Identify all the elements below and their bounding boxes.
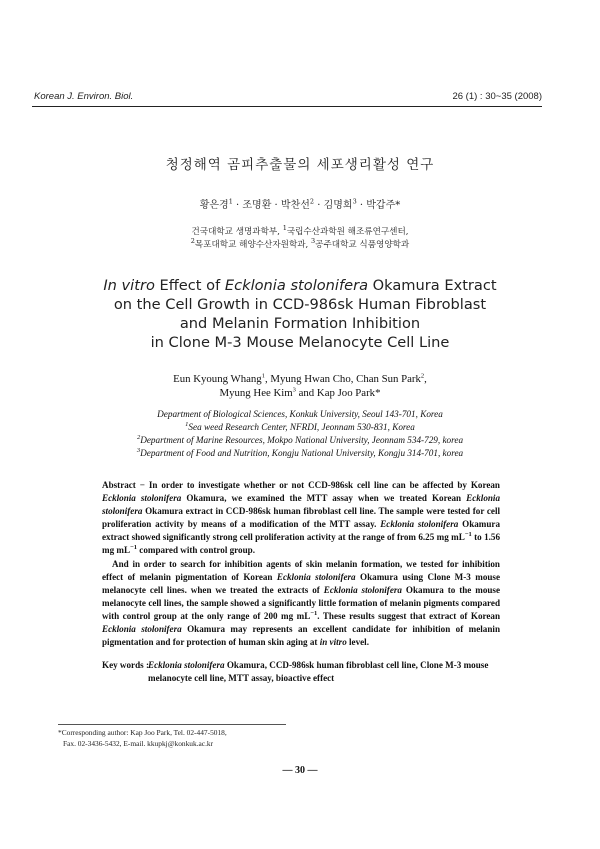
english-title-line-1: In vitro Effect of Ecklonia stolonifera Okamura Extract <box>103 277 497 294</box>
abstract-paragraph-1: Abstract − In order to investigate whether or not CCD-986sk cell line can be affected by Korean Ecklonia stolonifera Okamura, we examined the MTT assay when we treated Korean Ecklonia stolonifera Okamura extract in CCD-986sk human fibroblast cell line. The sample were tested for cell proliferation activity by means of a modification of the MTT assay. Ecklonia stolonifera Okamura extract showed significantly strong cell proliferation activity at the range of from 6.25 mg $mL^{-1}$ to 1.56 mg $mL^{-1}$ compared with control group. <box>102 480 501 556</box>
header-rule <box>32 106 542 107</box>
journal-name: Korean J. Environ. Biol. <box>34 91 134 102</box>
english-title-line-2: on the Cell Growth in CCD-986sk Human Fibroblast <box>113 296 487 313</box>
affiliation-c: $^2$Department of Marine Resources, Mokpo National University, Jeonnam 534-729, korea <box>136 433 464 445</box>
footnote-rule <box>58 724 286 725</box>
abstract <box>102 479 500 649</box>
english-title-line-4: in Clone M-3 Mouse Melanocyte Cell Line <box>150 334 450 351</box>
affiliation-b: $^1$Sea weed Research Center, NFRDI, Jeonnam 530-831, Korea <box>185 420 415 432</box>
korean-affiliation-2: $^2$목포대학교 해양수산자원학과, $^3$공주대학교 식품영양학과 <box>190 237 410 250</box>
english-authors: Eun Kyoung Whang$^1$, Myung Hwan Cho, Chan Sun Park$^2$, Myung Hee Kim$^3$ and Kap Joo Park* <box>173 372 427 399</box>
korean-title: 청정해역 곰피추출물의 세포생리활성 연구 <box>165 157 435 173</box>
english-title <box>0 276 600 352</box>
keywords-text: Ecklonia stolonifera Okamura, CCD-986sk human fibroblast cell line, Clone M-3 mouse melanocyte cell line, MTT assay, bioactive effect <box>148 660 489 683</box>
korean-authors: 황은경$^1$ · 조명환 · 박찬선$^2$ · 김명희$^3$ · 박갑주* <box>199 197 401 211</box>
volume-pages: 26 (1) : 30~35 (2008) <box>452 91 542 102</box>
page-number: — 30 — <box>282 765 318 776</box>
keywords-label: Key words : <box>102 660 149 670</box>
affiliation-a: Department of Biological Sciences, Konkuk University, Seoul 143-701, Korea <box>157 409 443 419</box>
running-header <box>32 88 542 104</box>
abstract-paragraph-2: And in order to search for inhibition agents of skin melanin formation, we tested for inhibition effect of melanin pigmentation of Korean Ecklonia stolonifera Okamura using Clone M-3 mouse melanocyte cell lines. when we treated the extracts of Ecklonia stolonifera Okamura to the mouse melanocyte cell lines, the sample showed a significantly little formation of melanin pigments compared with control group at the only range of 200 mg $mL^{-1}$. These results suggest that extract of Korean Ecklonia stolonifera Okamura may represents an excellent candidate for inhibition of melanin pigmentation and for protection of human skin aging at in vitro level. <box>102 558 501 648</box>
affiliation-d: $^3$Department of Food and Nutrition, Kongju National University, Kongju 314-701, korea <box>136 446 464 458</box>
english-title-line-3: and Melanin Formation Inhibition <box>179 315 421 332</box>
corresponding-author-footnote: *Corresponding author: Kap Joo Park, Tel. 02-447-5018, Fax. 02-3436-5432, E-mail. kkupkj@konkuk.ac.kr <box>58 728 227 748</box>
korean-affiliation-1: 건국대학교 생명과학부, $^1$국립수산과학원 해조류연구센터, <box>191 224 409 237</box>
